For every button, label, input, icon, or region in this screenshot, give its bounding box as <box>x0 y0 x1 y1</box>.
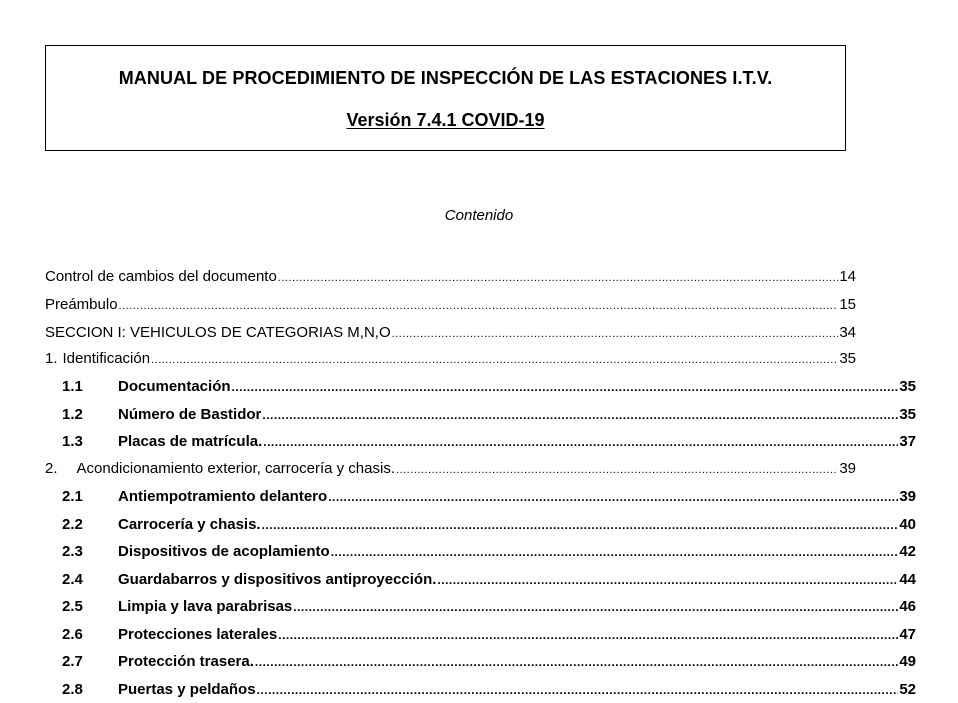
toc-entry-title: Control de cambios del documento <box>45 268 277 285</box>
toc-leader-dots <box>293 600 898 614</box>
toc-entry-page: 37 <box>899 433 916 450</box>
toc-entry[interactable] <box>62 433 916 453</box>
toc-entry-title: Número de Bastidor <box>118 406 262 423</box>
toc-entry-page: 39 <box>839 460 856 477</box>
toc-leader-dots <box>328 490 898 504</box>
toc-entry[interactable] <box>45 460 856 480</box>
toc-entry-page: 35 <box>899 406 916 423</box>
toc-heading: Contenido <box>444 207 514 224</box>
toc-leader-dots <box>392 328 839 340</box>
toc-leader-dots <box>255 655 898 669</box>
toc-entry-number: 2.1 <box>62 488 83 505</box>
toc-entry-page: 46 <box>899 598 916 615</box>
document-version: Versión 7.4.1 COVID-19 <box>346 110 545 130</box>
toc-entry-title: Carrocería y chasis. <box>118 516 261 533</box>
toc-entry-number: 1.2 <box>62 406 83 423</box>
toc-entry-number: 1.1 <box>62 378 83 395</box>
toc-entry-number: 2.8 <box>62 681 83 698</box>
toc-entry-page: 44 <box>899 571 916 588</box>
toc-entry-number: 1.3 <box>62 433 83 450</box>
toc-leader-dots <box>257 683 899 697</box>
title-box <box>45 45 846 151</box>
toc-entry[interactable] <box>45 296 856 316</box>
toc-leader-dots <box>262 408 898 422</box>
toc-leader-dots <box>232 380 899 394</box>
toc-leader-dots <box>396 464 838 476</box>
toc-entry-number: 1. <box>45 350 58 367</box>
toc-leader-dots <box>262 518 899 532</box>
toc-entry-title: Limpia y lava parabrisas <box>118 598 293 615</box>
toc-entry[interactable] <box>62 406 916 426</box>
toc-entry-number: 2.2 <box>62 516 83 533</box>
toc-entry-number: 2.4 <box>62 571 83 588</box>
toc-entry[interactable] <box>62 653 916 673</box>
toc-entry-page: 35 <box>899 378 916 395</box>
toc-entry-page: 49 <box>899 653 916 670</box>
toc-entry-title: Identificación <box>62 350 151 367</box>
toc-entry-page: 35 <box>839 350 856 367</box>
toc-entry[interactable] <box>62 516 916 536</box>
toc-entry-number: 2. <box>45 460 58 477</box>
toc-entry[interactable] <box>45 350 856 370</box>
toc-leader-dots <box>331 545 899 559</box>
toc-entry-title: Placas de matrícula. <box>118 433 263 450</box>
toc-entry[interactable] <box>62 598 916 618</box>
toc-entry-title: Protecciones laterales <box>118 626 278 643</box>
toc-entry-title: Protección trasera. <box>118 653 254 670</box>
toc-leader-dots <box>278 272 839 284</box>
toc-entry-title: Puertas y peldaños <box>118 681 256 698</box>
toc-entry-page: 47 <box>899 626 916 643</box>
toc-entry[interactable] <box>62 378 916 398</box>
toc-entry-title: Preámbulo <box>45 296 118 313</box>
toc-entry-page: 15 <box>839 296 856 313</box>
toc-entry-page: 34 <box>839 324 856 341</box>
toc-entry[interactable] <box>45 324 856 344</box>
toc-entry-page: 14 <box>839 268 856 285</box>
toc-entry-page: 40 <box>899 516 916 533</box>
toc-entry-number: 2.3 <box>62 543 83 560</box>
toc-entry-page: 39 <box>899 488 916 505</box>
toc-entry[interactable] <box>45 268 856 288</box>
toc-entry-title: Antiempotramiento delantero <box>118 488 328 505</box>
toc-entry[interactable] <box>62 681 916 701</box>
toc-entry[interactable] <box>62 571 916 591</box>
toc-entry-title: Dispositivos de acoplamiento <box>118 543 330 560</box>
toc-entry[interactable] <box>62 543 916 563</box>
toc-entry-number: 2.7 <box>62 653 83 670</box>
toc-entry-page: 52 <box>899 681 916 698</box>
document-title: MANUAL DE PROCEDIMIENTO DE INSPECCIÓN DE LAS ESTACIONES I.T.V. <box>118 68 773 88</box>
toc-entry-number: 2.6 <box>62 626 83 643</box>
toc-entry-title: Guardabarros y dispositivos antiproyección. <box>118 571 437 588</box>
toc-leader-dots <box>278 628 898 642</box>
toc-leader-dots <box>151 354 838 366</box>
toc-entry-title: Acondicionamiento exterior, carrocería y chasis. <box>76 460 395 477</box>
toc-leader-dots <box>437 573 898 587</box>
toc-entry-page: 42 <box>899 543 916 560</box>
toc-entry-title: Documentación <box>118 378 231 395</box>
toc-entry-title: SECCION I: VEHICULOS DE CATEGORIAS M,N,O <box>45 324 391 341</box>
toc-entry-number: 2.5 <box>62 598 83 615</box>
toc-leader-dots <box>119 300 839 312</box>
toc-entry[interactable] <box>62 488 916 508</box>
toc-entry[interactable] <box>62 626 916 646</box>
toc-leader-dots <box>263 435 898 449</box>
